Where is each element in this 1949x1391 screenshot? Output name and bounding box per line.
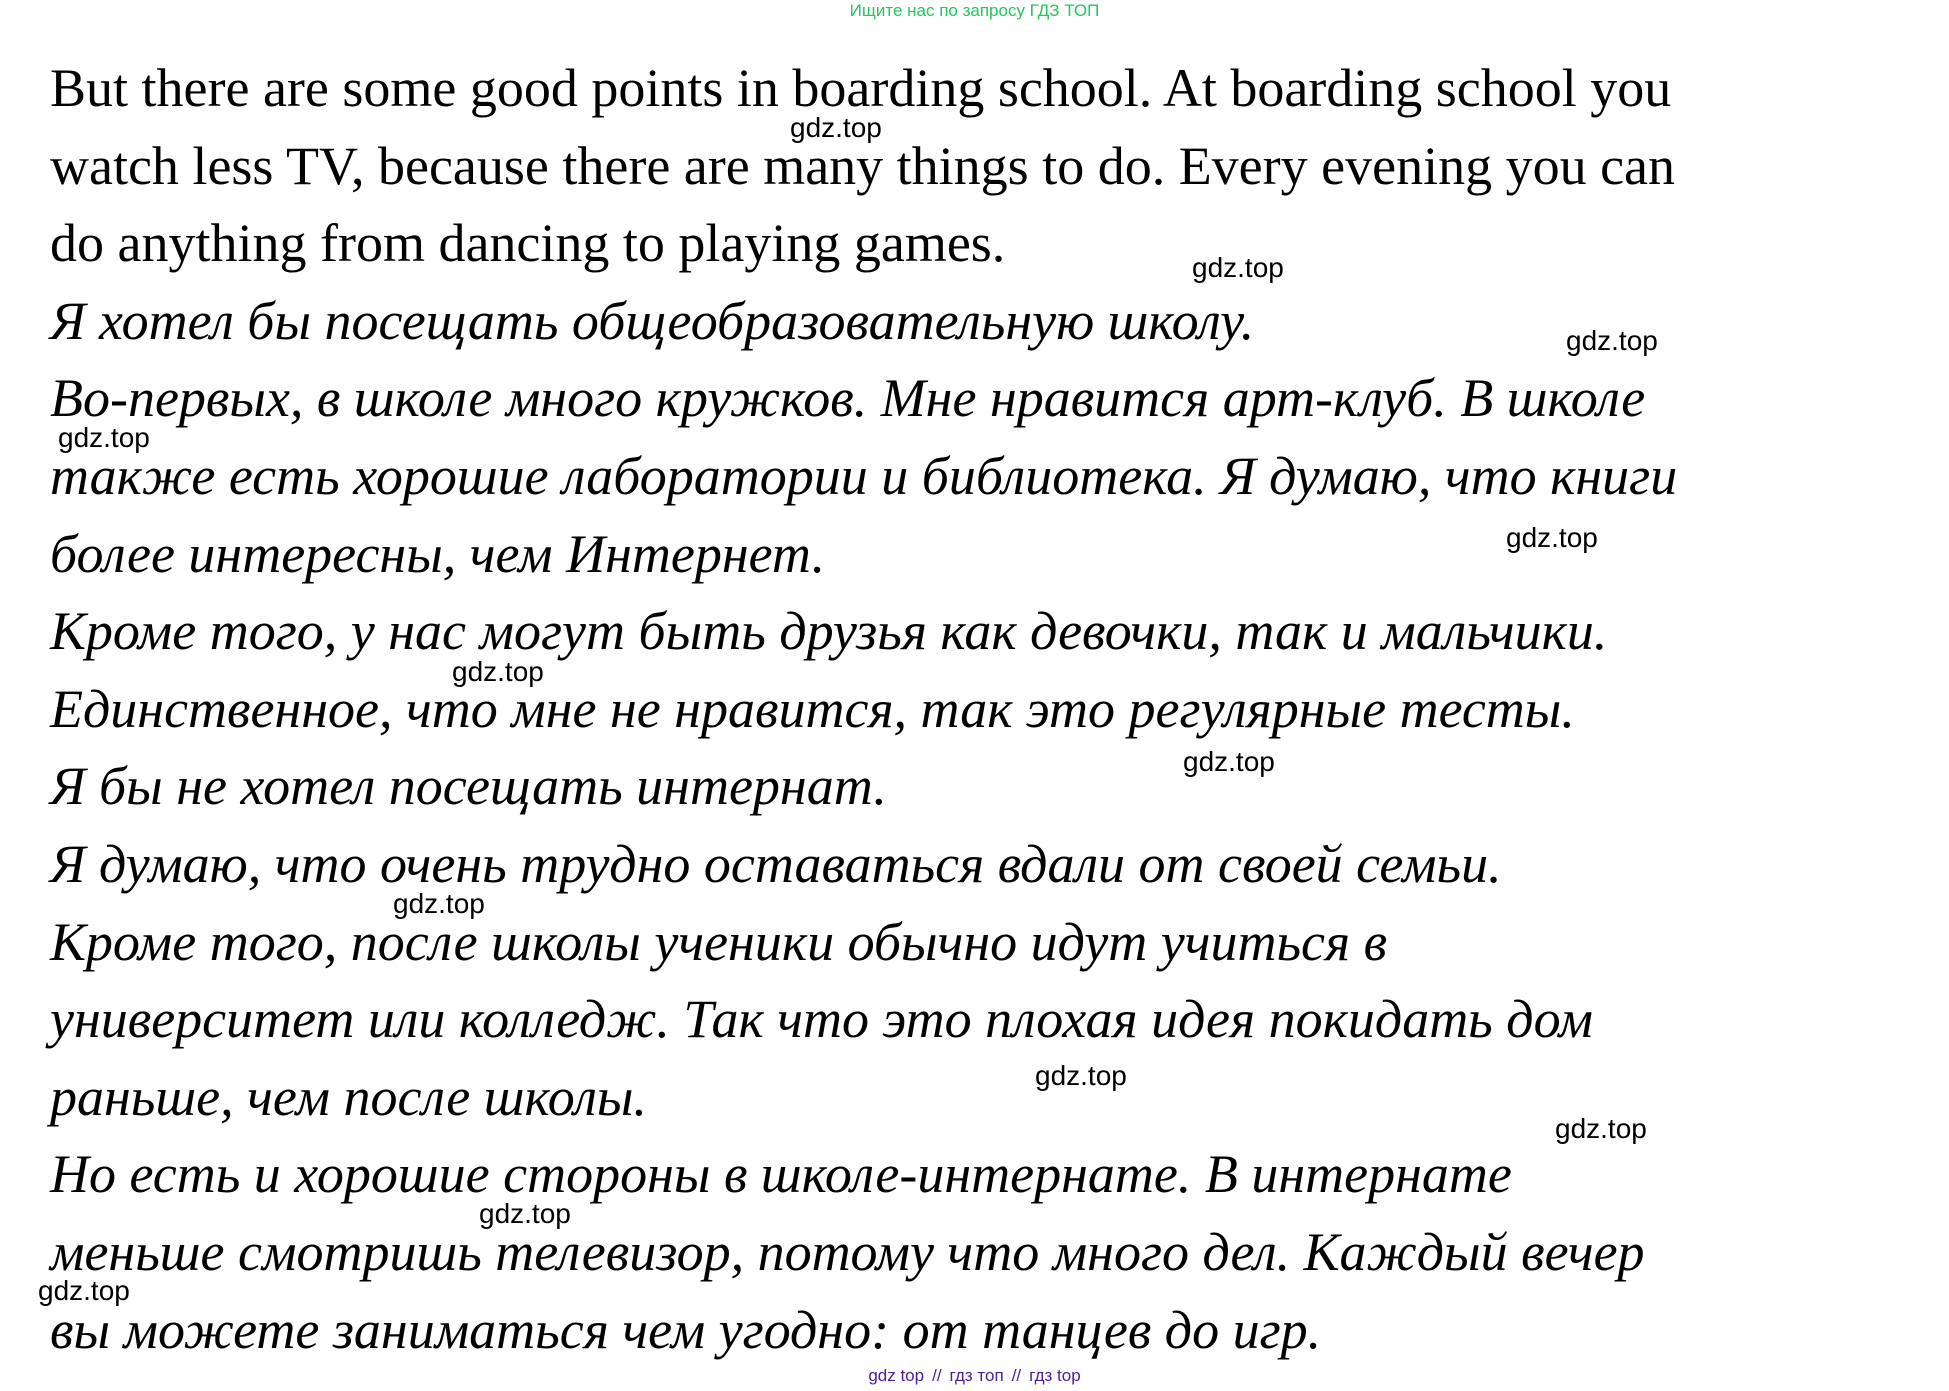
document-body	[50, 50, 1920, 1369]
text-line: меньше смотришь телевизор, потому что много дел. Каждый вечер	[50, 1221, 1645, 1282]
watermark: gdz.top	[479, 1198, 571, 1229]
watermark: gdz.top	[393, 888, 485, 919]
footer-link-gdz-top[interactable]: gdz top	[868, 1366, 925, 1385]
text-line: вы можете заниматься чем угодно: от танцев до игр.	[50, 1299, 1322, 1360]
text-line: более интересны, чем Интернет.	[50, 523, 826, 584]
footer-link-gdz-top-mixed[interactable]: гдз top	[1029, 1366, 1081, 1385]
watermark: gdz.top	[1192, 252, 1284, 283]
text-line: Я хотел бы посещать общеобразовательную школу.	[50, 290, 1255, 351]
text-line: Кроме того, у нас могут быть друзья как девочки, так и мальчики.	[50, 601, 1608, 662]
watermark: gdz.top	[38, 1275, 130, 1306]
watermark: gdz.top	[1566, 325, 1658, 356]
text-line: также есть хорошие лаборатории и библиотека. Я думаю, что книги	[50, 445, 1678, 506]
top-banner: Ищите нас по запросу ГДЗ ТОП	[849, 1, 1100, 20]
text-line: Я бы не хотел посещать интернат.	[50, 756, 887, 817]
watermark: gdz.top	[790, 112, 882, 143]
text-line: Я думаю, что очень трудно оставаться вдали от своей семьи.	[50, 833, 1502, 894]
text-line: But there are some good points in boarding school. At boarding school you	[50, 58, 1672, 118]
watermark: gdz.top	[1555, 1113, 1647, 1144]
footer-separator: //	[932, 1366, 942, 1385]
footer-separator: //	[1011, 1366, 1022, 1385]
watermark: gdz.top	[1506, 522, 1598, 553]
footer-link-gdz-top-ru[interactable]: гдз топ	[949, 1366, 1004, 1385]
footer-links	[0, 1365, 1949, 1387]
watermark: gdz.top	[1035, 1060, 1127, 1091]
text-line: Во-первых, в школе много кружков. Мне нравится арт-клуб. В школе	[50, 368, 1646, 429]
text-line: Единственное, что мне не нравится, так это регулярные тесты.	[50, 678, 1575, 739]
text-line: раньше, чем после школы.	[50, 1066, 648, 1127]
watermark: gdz.top	[452, 656, 544, 687]
text-line: do anything from dancing to playing games.	[50, 213, 1006, 274]
watermark: gdz.top	[58, 422, 150, 453]
text-line: университет или колледж. Так что это плохая идея покидать дом	[50, 989, 1593, 1050]
watermark: gdz.top	[1183, 746, 1275, 777]
text-line: Кроме того, после школы ученики обычно идут учиться в	[50, 911, 1388, 972]
text-line: Но есть и хорошие стороны в школе-интернате. В интернате	[50, 1144, 1512, 1205]
text-line: watch less TV, because there are many things to do. Every evening you can	[50, 135, 1676, 196]
